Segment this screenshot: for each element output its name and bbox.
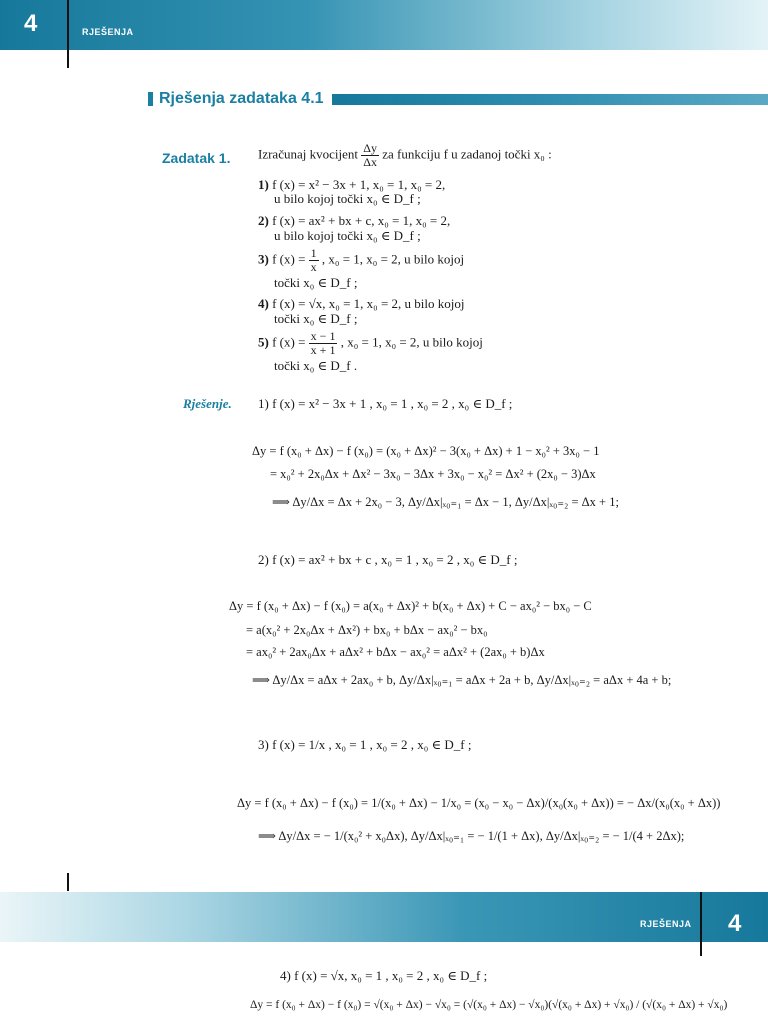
fraction-denominator: x [310, 260, 317, 274]
task-intro-fraction [361, 142, 379, 169]
item-line-1: f (x) = ax² + bx + c, x₀ = 1, x₀ = 2, [272, 213, 451, 228]
header-divider-bottom [700, 892, 702, 956]
solution-2-line-1: Δy = f (x₀ + Δx) − f (x₀) = a(x₀ + Δx)² + b(x₀ + Δx) + C − ax₀² − bx₀ − C [229, 599, 592, 613]
task-item-4 [258, 296, 464, 312]
item-line-1-pre: f (x) = [272, 251, 306, 267]
task-intro [258, 142, 552, 169]
header-divider-bottom-left [67, 873, 69, 891]
fraction-denominator: Δx [363, 155, 377, 169]
header-band-top [0, 0, 768, 50]
solution-3-heading: 3) f (x) = 1/x , x₀ = 1 , x₀ = 2 , x₀ ∈ D_f ; [258, 737, 472, 752]
solution-label: Rješenje. [183, 396, 232, 411]
section-marker [148, 92, 153, 106]
task-item-3 [258, 247, 464, 274]
solution-2-line-4: ⟹ Δy/Δx = aΔx + 2ax₀ + b, Δy/Δx|ₓ₀₌₁ = aΔx + 2a + b, Δy/Δx|ₓ₀₌₂ = aΔx + 4a + b; [252, 673, 672, 687]
task-label: Zadatak 1. [162, 150, 231, 166]
item-line-1-pre: f (x) = [272, 334, 306, 350]
item-line-1-post: , x₀ = 1, x₀ = 2, u bilo kojoj [321, 251, 465, 267]
task-item-5-line-2: točki x₀ ∈ D_f . [274, 358, 358, 373]
chapter-label-bottom: RJEŠENJA [640, 919, 692, 929]
solution-3-line-2: ⟹ Δy/Δx = − 1/(x₀² + x₀Δx), Δy/Δx|ₓ₀₌₁ = − 1/(1 + Δx), Δy/Δx|ₓ₀₌₂ = − 1/(4 + 2Δx); [258, 829, 685, 843]
header-band-bottom [0, 892, 768, 942]
task-intro-pre: Izračunaj kvocijent [258, 146, 358, 162]
item-number: 2) [258, 213, 269, 228]
task-item-4-line-2: točki x₀ ∈ D_f ; [274, 311, 358, 326]
section-title [148, 89, 768, 109]
item-number: 3) [258, 251, 269, 267]
section-title-text: Rješenja zadataka 4.1 [159, 90, 324, 107]
task-item-1-line-2: u bilo kojoj točki x₀ ∈ D_f ; [274, 191, 421, 206]
item-fraction [309, 247, 319, 274]
item-number: 4) [258, 296, 269, 311]
chapter-number-top: 4 [24, 10, 38, 37]
solution-2-line-2: = a(x₀² + 2x₀Δx + Δx²) + bx₀ + bΔx − ax₀² − bx₀ [246, 623, 488, 637]
solution-2-line-3: = ax₀² + 2ax₀Δx + aΔx² + bΔx − ax₀² = aΔx² + (2ax₀ + b)Δx [246, 645, 545, 659]
solution-4-heading: 4) f (x) = √x, x₀ = 1 , x₀ = 2 , x₀ ∈ D_f ; [280, 968, 488, 983]
item-number: 1) [258, 177, 269, 192]
solution-4-line-1: Δy = f (x₀ + Δx) − f (x₀) = √(x₀ + Δx) − √x₀ = (√(x₀ + Δx) − √x₀)(√(x₀ + Δx) + √x₀) / (√(x₀ + Δx) + √x₀) [250, 999, 728, 1011]
task-item-5 [258, 330, 483, 357]
solution-2-heading: 2) f (x) = ax² + bx + c , x₀ = 1 , x₀ = 2 , x₀ ∈ D_f ; [258, 552, 518, 567]
fraction-numerator: Δy [363, 141, 377, 155]
fraction-denominator: x + 1 [310, 343, 336, 357]
solution-3-line-1: Δy = f (x₀ + Δx) − f (x₀) = 1/(x₀ + Δx) − 1/x₀ = (x₀ − x₀ − Δx)/(x₀(x₀ + Δx)) = − Δx/(x₀(x₀ + Δx)) [237, 796, 721, 810]
task-item-3-line-2: točki x₀ ∈ D_f ; [274, 275, 358, 290]
item-line-1: f (x) = √x, x₀ = 1, x₀ = 2, u bilo kojoj [272, 296, 465, 311]
item-line-1: f (x) = x² − 3x + 1, x₀ = 1, x₀ = 2, [272, 177, 446, 192]
header-divider-top [67, 0, 69, 68]
fraction-numerator: x − 1 [310, 329, 336, 343]
item-line-1-post: , x₀ = 1, x₀ = 2, u bilo kojoj [340, 334, 483, 350]
task-item-2-line-2: u bilo kojoj točki x₀ ∈ D_f ; [274, 228, 421, 243]
section-title-bar [332, 94, 768, 105]
item-number: 5) [258, 334, 269, 350]
solution-1-heading: 1) f (x) = x² − 3x + 1 , x₀ = 1 , x₀ = 2 , x₀ ∈ D_f ; [258, 396, 513, 411]
task-item-2 [258, 213, 450, 229]
item-fraction [309, 330, 338, 357]
solution-1-line-3: ⟹ Δy/Δx = Δx + 2x₀ − 3, Δy/Δx|ₓ₀₌₁ = Δx − 1, Δy/Δx|ₓ₀₌₂ = Δx + 1; [272, 495, 619, 509]
solution-1-line-1: Δy = f (x₀ + Δx) − f (x₀) = (x₀ + Δx)² − 3(x₀ + Δx) + 1 − x₀² + 3x₀ − 1 [252, 444, 600, 458]
solution-1-line-2: = x₀² + 2x₀Δx + Δx² − 3x₀ − 3Δx + 3x₀ − x₀² = Δx² + (2x₀ − 3)Δx [270, 467, 596, 481]
chapter-label-top: RJEŠENJA [82, 27, 134, 37]
task-intro-post: za funkciju f u zadanoj točki x₀ : [382, 146, 552, 162]
chapter-number-bottom: 4 [728, 910, 742, 937]
fraction-numerator: 1 [310, 246, 317, 260]
